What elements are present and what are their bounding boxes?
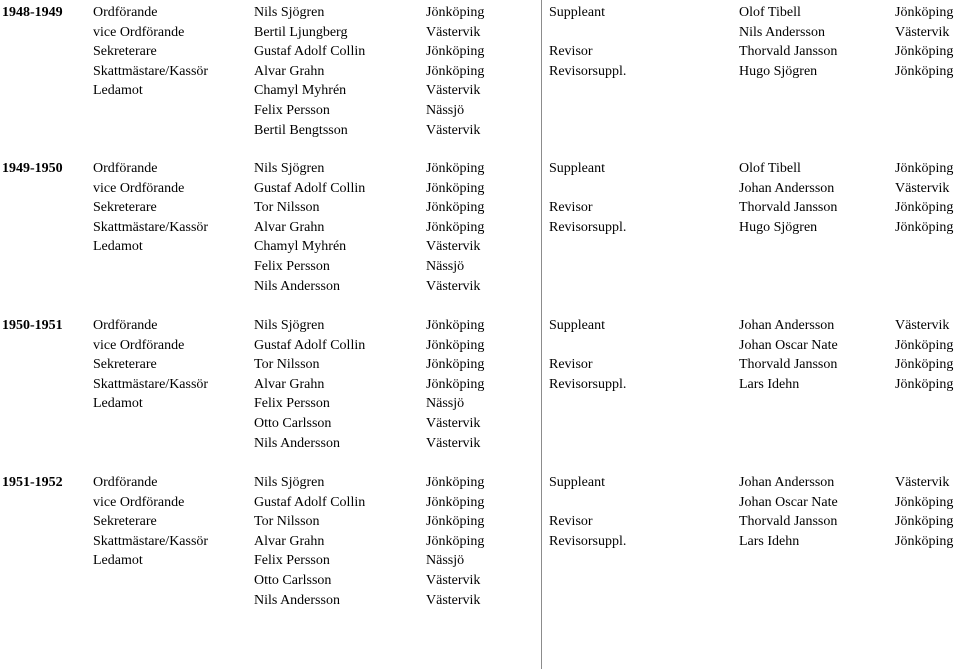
auditor-city: Jönköping xyxy=(895,514,954,530)
auditor-role: Revisorsuppl. xyxy=(549,63,627,79)
member-city: Nässjö xyxy=(426,396,465,412)
member-name: Felix Persson xyxy=(254,553,330,569)
member-name: Felix Persson xyxy=(254,259,330,274)
member-city: Jönköping xyxy=(426,200,485,216)
member-city: Nässjö xyxy=(426,553,465,569)
member-role: Skattmästare/Kassör xyxy=(93,219,209,235)
auditor-city: Jönköping xyxy=(895,533,954,549)
member-role: Ordförande xyxy=(93,318,158,333)
auditor-name: Johan Oscar Nate xyxy=(739,494,838,510)
member-name: Nils Sjögren xyxy=(254,318,325,333)
auditor-name: Johan Oscar Nate xyxy=(739,337,838,353)
member-name: Bertil Bengtsson xyxy=(254,122,348,138)
member-role: Sekreterare xyxy=(93,44,157,60)
auditor-role: Suppleant xyxy=(549,475,605,490)
member-city: Nässjö xyxy=(426,103,465,118)
member-role: Sekreterare xyxy=(93,357,157,373)
member-name: Tor Nilsson xyxy=(254,200,320,216)
member-city: Västervik xyxy=(426,83,481,99)
member-city: Västervik xyxy=(426,573,481,588)
member-role: Skattmästare/Kassör xyxy=(93,63,209,79)
section-year: 1949-1950 xyxy=(2,161,63,176)
member-name: Otto Carlsson xyxy=(254,416,332,431)
member-name: Chamyl Myhrén xyxy=(254,83,347,99)
member-city: Jönköping xyxy=(426,475,485,490)
member-name: Nils Andersson xyxy=(254,278,340,294)
auditor-name: Lars Idehn xyxy=(739,376,800,392)
auditor-name: Johan Andersson xyxy=(739,318,835,333)
auditor-city: Västervik xyxy=(895,180,950,196)
member-city: Jönköping xyxy=(426,494,485,510)
auditor-role: Suppleant xyxy=(549,161,605,176)
member-city: Jönköping xyxy=(426,44,485,60)
member-name: Gustaf Adolf Collin xyxy=(254,494,366,510)
member-city: Jönköping xyxy=(426,533,485,549)
member-name: Nils Sjögren xyxy=(254,161,325,176)
member-city: Jönköping xyxy=(426,180,485,196)
member-role: Ledamot xyxy=(93,553,143,569)
member-role: vice Ordförande xyxy=(93,494,185,510)
auditor-name: Olof Tibell xyxy=(739,5,801,20)
member-role: Ledamot xyxy=(93,396,143,412)
section-year: 1948-1949 xyxy=(2,5,63,20)
auditor-city: Jönköping xyxy=(895,376,954,392)
member-role: vice Ordförande xyxy=(93,337,185,353)
auditor-role: Revisor xyxy=(549,357,593,373)
auditor-name: Johan Andersson xyxy=(739,180,835,196)
auditor-city: Jönköping xyxy=(895,63,954,79)
auditor-city: Jönköping xyxy=(895,44,954,60)
member-name: Gustaf Adolf Collin xyxy=(254,180,366,196)
auditor-role: Revisorsuppl. xyxy=(549,219,627,235)
auditor-name: Johan Andersson xyxy=(739,475,835,490)
auditor-name: Thorvald Jansson xyxy=(739,357,838,373)
auditor-name: Thorvald Jansson xyxy=(739,200,838,216)
auditor-city: Jönköping xyxy=(895,5,954,20)
auditor-name: Nils Andersson xyxy=(739,24,825,40)
member-name: Alvar Grahn xyxy=(254,219,325,235)
member-name: Nils Sjögren xyxy=(254,5,325,20)
member-city: Västervik xyxy=(426,592,481,608)
member-name: Nils Andersson xyxy=(254,592,340,608)
member-city: Jönköping xyxy=(426,376,485,392)
auditor-role: Revisor xyxy=(549,44,593,60)
auditor-city: Jönköping xyxy=(895,494,954,510)
auditor-city: Västervik xyxy=(895,24,950,40)
member-role: Ordförande xyxy=(93,475,158,490)
auditor-role: Revisor xyxy=(549,200,593,216)
member-role: Ordförande xyxy=(93,161,158,176)
auditor-name: Thorvald Jansson xyxy=(739,514,838,530)
auditor-city: Västervik xyxy=(895,318,950,333)
member-role: vice Ordförande xyxy=(93,24,185,40)
member-role: Sekreterare xyxy=(93,514,157,530)
column-divider xyxy=(541,0,542,669)
section-year: 1951-1952 xyxy=(2,475,63,490)
auditor-city: Jönköping xyxy=(895,357,954,373)
member-role: Skattmästare/Kassör xyxy=(93,376,209,392)
member-name: Felix Persson xyxy=(254,396,330,412)
auditor-name: Hugo Sjögren xyxy=(739,63,818,79)
auditor-name: Thorvald Jansson xyxy=(739,44,838,60)
member-city: Västervik xyxy=(426,416,481,431)
member-role: Ordförande xyxy=(93,5,158,20)
member-name: Nils Sjögren xyxy=(254,475,325,490)
member-name: Felix Persson xyxy=(254,103,330,118)
auditor-name: Lars Idehn xyxy=(739,533,800,549)
member-city: Jönköping xyxy=(426,5,485,20)
member-name: Alvar Grahn xyxy=(254,63,325,79)
member-city: Västervik xyxy=(426,435,481,451)
member-name: Alvar Grahn xyxy=(254,376,325,392)
auditor-role: Revisor xyxy=(549,514,593,530)
member-city: Västervik xyxy=(426,239,481,255)
member-name: Otto Carlsson xyxy=(254,573,332,588)
auditor-role: Suppleant xyxy=(549,318,605,333)
member-city: Jönköping xyxy=(426,63,485,79)
member-role: Ledamot xyxy=(93,83,143,99)
member-name: Alvar Grahn xyxy=(254,533,325,549)
auditor-name: Olof Tibell xyxy=(739,161,801,176)
member-name: Tor Nilsson xyxy=(254,514,320,530)
member-name: Gustaf Adolf Collin xyxy=(254,44,366,60)
auditor-city: Jönköping xyxy=(895,219,954,235)
member-name: Tor Nilsson xyxy=(254,357,320,373)
member-city: Jönköping xyxy=(426,337,485,353)
member-city: Jönköping xyxy=(426,357,485,373)
member-city: Jönköping xyxy=(426,514,485,530)
member-role: Sekreterare xyxy=(93,200,157,216)
member-city: Jönköping xyxy=(426,161,485,176)
member-name: Bertil Ljungberg xyxy=(254,24,348,40)
member-role: vice Ordförande xyxy=(93,180,185,196)
member-name: Gustaf Adolf Collin xyxy=(254,337,366,353)
auditor-role: Suppleant xyxy=(549,5,605,20)
auditor-role: Revisorsuppl. xyxy=(549,376,627,392)
auditor-city: Jönköping xyxy=(895,337,954,353)
member-role: Ledamot xyxy=(93,239,143,255)
member-city: Jönköping xyxy=(426,219,485,235)
auditor-city: Jönköping xyxy=(895,161,954,176)
member-city: Västervik xyxy=(426,24,481,40)
member-city: Västervik xyxy=(426,122,481,138)
member-role: Skattmästare/Kassör xyxy=(93,533,209,549)
member-city: Jönköping xyxy=(426,318,485,333)
member-name: Chamyl Myhrén xyxy=(254,239,347,255)
member-city: Nässjö xyxy=(426,259,465,274)
member-name: Nils Andersson xyxy=(254,435,340,451)
section-year: 1950-1951 xyxy=(2,318,63,333)
auditor-role: Revisorsuppl. xyxy=(549,533,627,549)
auditor-city: Jönköping xyxy=(895,200,954,216)
member-city: Västervik xyxy=(426,278,481,294)
auditor-city: Västervik xyxy=(895,475,950,490)
auditor-name: Hugo Sjögren xyxy=(739,219,818,235)
